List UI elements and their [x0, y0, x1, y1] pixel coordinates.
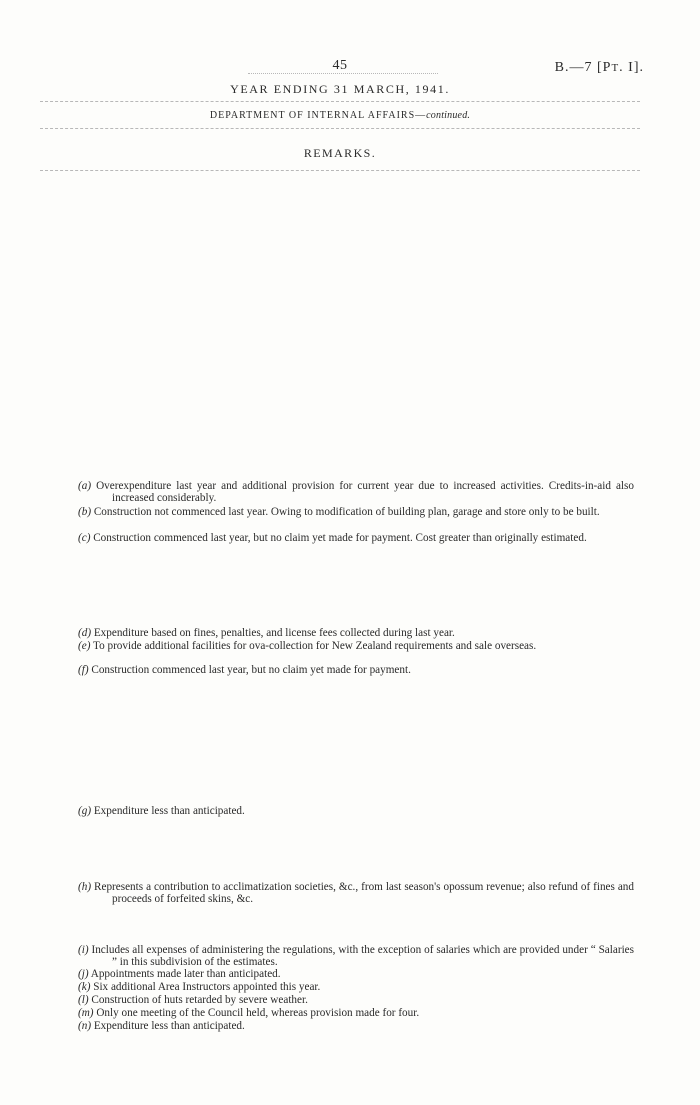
document-ref-tail: . I].	[619, 60, 644, 75]
remark-text: Appointments made later than anticipated.	[90, 968, 281, 980]
document-reference	[555, 60, 644, 76]
remark-label: (j)	[78, 968, 89, 980]
remark-a	[78, 480, 634, 505]
header-rule-3	[40, 170, 640, 171]
department-continued: continued.	[426, 110, 471, 121]
header-rule-1	[40, 101, 640, 102]
remark-text: Construction of huts retarded by severe weather.	[91, 994, 308, 1006]
remark-text: Expenditure based on fines, penalties, and license fees collected during last year.	[93, 627, 455, 639]
remark-g	[78, 805, 634, 817]
remark-label: (l)	[78, 994, 89, 1006]
remark-label: (c)	[78, 532, 91, 544]
remark-text: Expenditure less than anticipated.	[93, 1020, 245, 1032]
remark-d	[78, 627, 634, 639]
page-number: 45	[332, 58, 348, 73]
remark-text: Six additional Area Instructors appointed this year.	[93, 981, 321, 993]
year-ending-heading: YEAR ENDING 31 MARCH, 1941.	[230, 82, 450, 96]
remark-label: (h)	[78, 881, 92, 893]
remark-label: (m)	[78, 1007, 94, 1019]
remark-text: Includes all expenses of administering the regulations, with the exception of salaries which are provided under “ Salaries ” in this subdivision of the estimates.	[91, 944, 635, 969]
remark-k	[78, 981, 634, 993]
remark-text: Construction commenced last year, but no claim yet made for payment.	[91, 664, 411, 676]
remark-h	[78, 881, 634, 906]
remark-text: Expenditure less than anticipated.	[93, 805, 245, 817]
header-rule-2	[40, 128, 640, 129]
remark-l	[78, 994, 634, 1006]
remark-label: (g)	[78, 805, 92, 817]
remark-label: (d)	[78, 627, 92, 639]
remark-text: To provide additional facilities for ova-collection for New Zealand requirements and sale overseas.	[93, 640, 537, 652]
remark-i	[78, 944, 634, 969]
remark-text: Construction not commenced last year. Owing to modification of building plan, garage and store only to be built.	[93, 506, 600, 518]
remark-text: Overexpenditure last year and additional provision for current year due to increased activities. Credits-in-aid also increased considerably.	[96, 480, 634, 505]
remark-label: (e)	[78, 640, 91, 652]
department-name: DEPARTMENT OF INTERNAL AFFAIRS—	[209, 110, 427, 121]
short-rule	[248, 73, 438, 74]
remark-label: (b)	[78, 506, 92, 518]
remark-e	[78, 640, 634, 652]
remark-text: Construction commenced last year, but no claim yet made for payment. Cost greater than originally estimated.	[93, 532, 587, 544]
department-heading	[0, 110, 680, 121]
remark-text: Represents a contribution to acclimatization societies, &c., from last season's opossum revenue; also refund of fines and proceeds of forfeited skins, &c.	[94, 881, 634, 906]
document-ref-main: B.—7 [P	[554, 60, 612, 75]
remark-m	[78, 1007, 634, 1019]
remark-f	[78, 664, 634, 676]
remarks-heading: REMARKS.	[303, 146, 377, 160]
document-ref-small: T	[611, 62, 620, 74]
remark-b	[78, 506, 634, 518]
remark-label: (a)	[78, 480, 92, 492]
remark-label: (f)	[78, 664, 89, 676]
remark-label: (n)	[78, 1020, 92, 1032]
remark-label: (k)	[78, 981, 91, 993]
remark-n	[78, 1020, 634, 1032]
remark-c	[78, 532, 634, 544]
remark-label: (i)	[78, 944, 89, 956]
remark-text: Only one meeting of the Council held, whereas provision made for four.	[96, 1007, 420, 1019]
remark-j	[78, 968, 634, 980]
